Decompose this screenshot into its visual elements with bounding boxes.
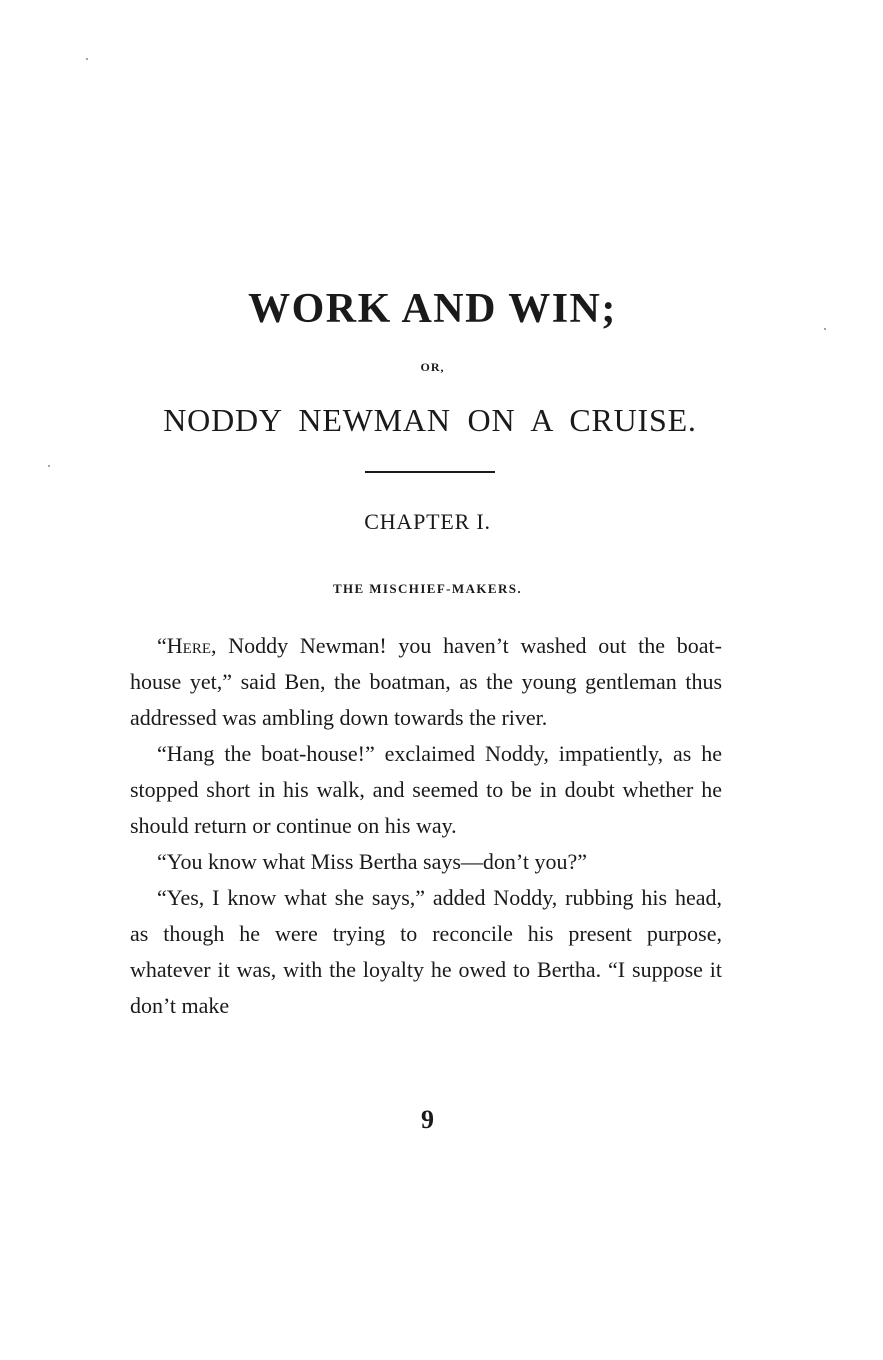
paragraph-text: “You know what Miss Bertha says—don’t you?” — [157, 849, 587, 874]
title-conjunction: OR, — [420, 360, 445, 374]
paper-speck — [86, 58, 88, 60]
title-divider — [365, 471, 495, 473]
paragraph — [130, 880, 722, 1024]
paper-speck — [48, 465, 50, 467]
paragraph-text: “Yes, I know what she says,” added Noddy, rubbing his head, as though he were trying to reconcile his present purpose, whatever it was, with the loyalty he owed to Bertha. “I suppose it don’t make — [130, 885, 722, 1018]
book-subtitle: NODDY NEWMAN ON A CRUISE. — [163, 402, 697, 438]
book-title: WORK AND WIN; — [248, 286, 617, 332]
paragraph-lead: “Here, — [157, 633, 217, 658]
paragraph-text: Noddy Newman! you haven’t washed out the boat-house yet,” said Ben, the boatman, as the young gentleman thus addressed was ambling down towards the river. — [130, 633, 722, 730]
paragraph-text: “Hang the boat-house!” exclaimed Noddy, impatiently, as he stopped short in his walk, and seemed to be in doubt whether he should return or continue on his way. — [130, 741, 722, 838]
page-number: 9 — [421, 1105, 434, 1134]
body-text — [130, 628, 722, 1024]
chapter-heading: CHAPTER I. — [364, 509, 491, 534]
paragraph — [130, 628, 722, 736]
chapter-title: THE MISCHIEF-MAKERS. — [332, 581, 523, 596]
paragraph — [130, 844, 722, 880]
paragraph — [130, 736, 722, 844]
